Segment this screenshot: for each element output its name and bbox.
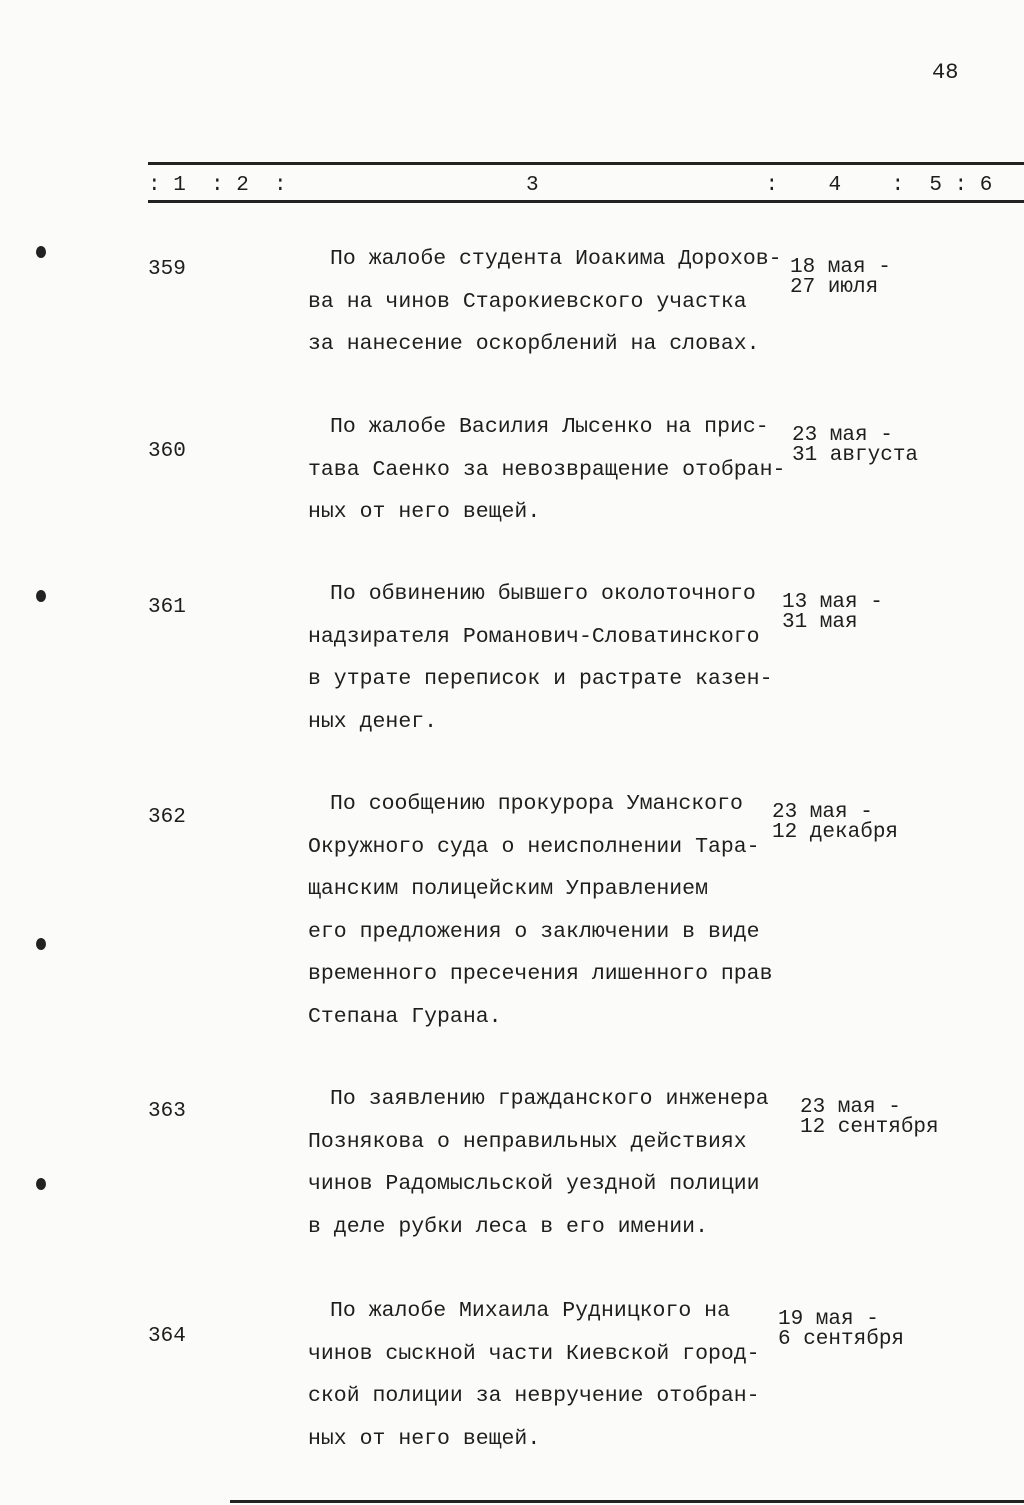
start-date: 18 мая - — [790, 256, 891, 279]
description-line: По сообщению прокурора Уманского — [330, 792, 743, 816]
page-number: 48 — [932, 60, 959, 85]
entry-number: 360 — [148, 440, 186, 463]
end-date: 12 сентября — [800, 1116, 939, 1139]
description-line: за нанесение оскорблений на словах. — [308, 332, 760, 357]
description-line: щанским полицейским Управлением — [308, 877, 708, 902]
entry-number: 362 — [148, 806, 186, 829]
entry-dates — [772, 803, 898, 843]
description-line: ных от него вещей. — [308, 500, 541, 525]
binding-hole-mark — [36, 938, 46, 950]
description-line: По жалобе Василия Лысенко на прис- — [330, 415, 769, 439]
end-date: 31 мая — [782, 611, 858, 634]
entry-dates — [792, 426, 918, 466]
description-line: чинов сыскной части Киевской город- — [308, 1341, 760, 1366]
end-date: 31 августа — [792, 444, 919, 467]
entry-description — [308, 238, 782, 366]
entry-dates — [790, 258, 891, 298]
description-line: Познякова о неправильных действиях — [308, 1129, 747, 1154]
description-line: тава Саенко за невозвращение отобран- — [308, 457, 786, 482]
entry-description — [308, 573, 772, 743]
description-line: ных от него вещей. — [308, 1426, 541, 1451]
end-date: 27 июля — [790, 276, 879, 299]
description-line: ных денег. — [308, 709, 438, 734]
entry-dates — [800, 1098, 939, 1138]
end-date: 6 сентября — [778, 1328, 905, 1351]
entry-description — [308, 406, 785, 534]
entry-description — [308, 1290, 760, 1460]
start-date: 13 мая - — [782, 591, 883, 614]
description-line: По жалобе Михаила Рудницкого на — [330, 1299, 730, 1323]
end-date: 12 декабря — [772, 821, 899, 844]
description-line: его предложения о заключении в виде — [308, 919, 760, 944]
description-line: временного пресечения лишенного прав — [308, 962, 773, 987]
column-header: : 1 : 2 : 3 : 4 : 5 : 6 — [148, 174, 993, 197]
entry-dates — [782, 593, 883, 633]
entry-number: 361 — [148, 596, 186, 619]
description-line: Степана Гурана. — [308, 1004, 502, 1029]
entry-number: 363 — [148, 1100, 186, 1123]
entry-number: 364 — [148, 1325, 186, 1348]
description-line: По жалобе студента Иоакима Дорохов- — [330, 247, 782, 271]
binding-hole-mark — [36, 1178, 46, 1190]
description-line: Окружного суда о неисполнении Тара- — [308, 834, 760, 859]
entry-number: 359 — [148, 258, 186, 281]
description-line: надзирателя Романович-Словатинского — [308, 624, 760, 649]
entry-description — [308, 783, 772, 1039]
header-top-rule — [148, 162, 1024, 165]
description-line: ва на чинов Старокиевского участка — [308, 289, 747, 314]
description-line: в деле рубки леса в его имении. — [308, 1214, 708, 1239]
bottom-rule — [230, 1500, 1024, 1503]
description-line: чинов Радомысльской уездной полиции — [308, 1172, 760, 1197]
start-date: 23 мая - — [800, 1096, 901, 1119]
description-line: в утрате переписок и растрате казен- — [308, 667, 773, 692]
start-date: 23 мая - — [772, 801, 873, 824]
binding-hole-mark — [36, 590, 46, 602]
start-date: 19 мая - — [778, 1308, 879, 1331]
header-bottom-rule — [148, 200, 1024, 203]
start-date: 23 мая - — [792, 424, 893, 447]
description-line: По заявлению гражданского инженера — [330, 1087, 769, 1111]
entry-dates — [778, 1310, 904, 1350]
entry-description — [308, 1078, 769, 1248]
binding-hole-mark — [36, 246, 46, 258]
description-line: По обвинению бывшего околоточного — [330, 582, 756, 606]
description-line: ской полиции за невручение отобран- — [308, 1384, 760, 1409]
